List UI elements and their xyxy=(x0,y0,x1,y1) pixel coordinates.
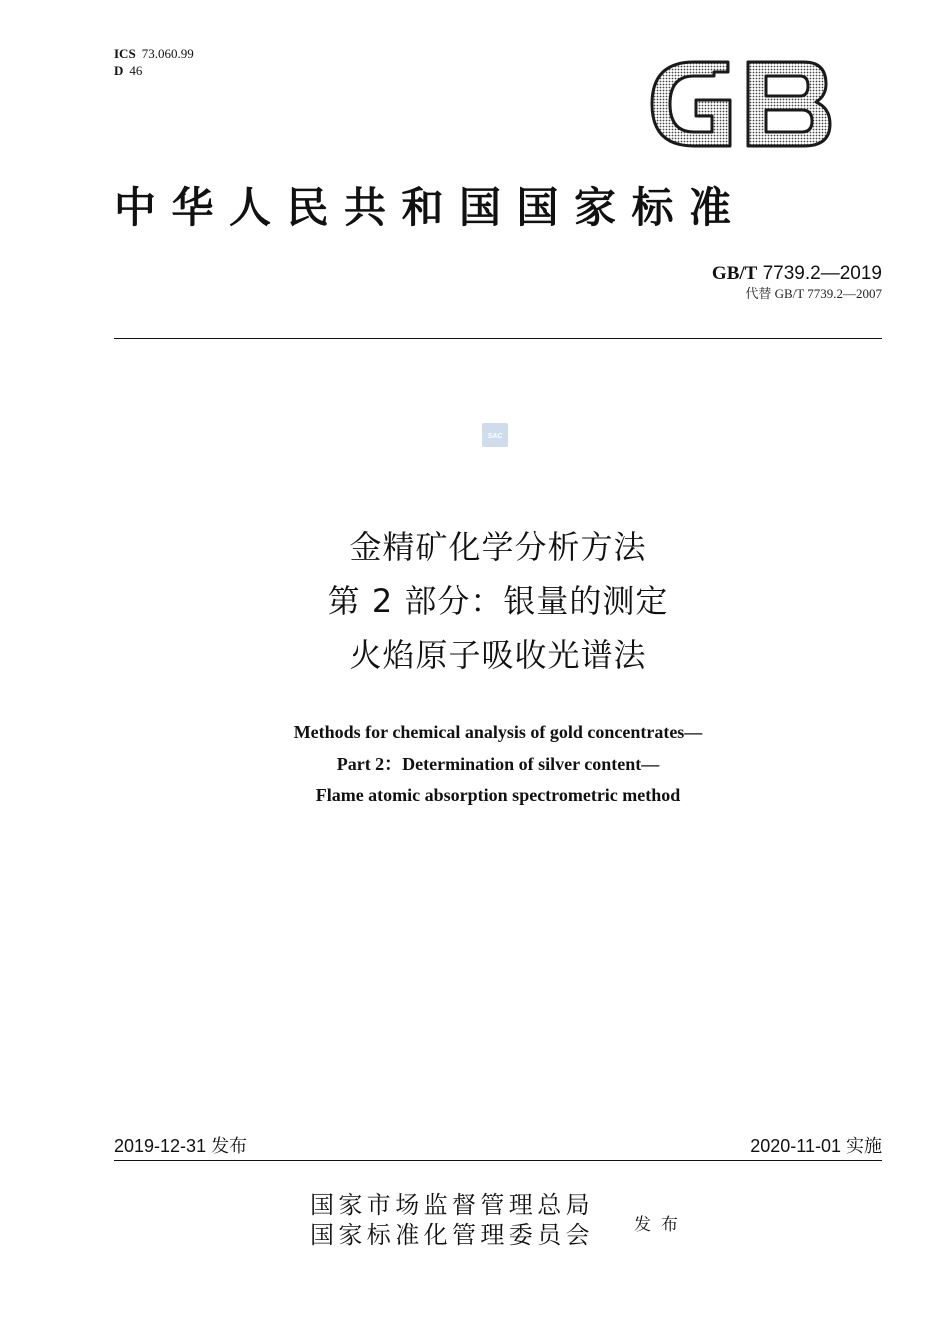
footer-divider xyxy=(114,1160,882,1161)
sac-watermark xyxy=(482,423,508,447)
ccs-label: D xyxy=(114,63,124,78)
header-divider xyxy=(114,338,882,339)
standard-code xyxy=(712,262,882,286)
ics-line xyxy=(114,45,194,62)
ics-code: 73.060.99 xyxy=(141,46,194,61)
gb-logo xyxy=(644,56,834,152)
issuing-organizations xyxy=(310,1190,594,1250)
issued-label: 发布 xyxy=(634,1215,688,1235)
replaces-standard: 代替 GB/T 7739.2—2007 xyxy=(745,286,882,301)
chinese-title xyxy=(0,520,950,682)
implementation-date: 2020-11-01 实施 xyxy=(750,1136,882,1156)
issuer-sac: 国家标准化管理委员会 xyxy=(310,1221,594,1249)
english-title-line2: Part 2：Determination of silver content— xyxy=(336,753,660,774)
chinese-title-line1: 金精矿化学分析方法 xyxy=(349,528,647,566)
issuer-samr: 国家市场监督管理总局 xyxy=(310,1191,594,1219)
ics-label: ICS xyxy=(114,46,136,61)
standard-code-block xyxy=(712,262,882,302)
national-standard-title: 中华人民共和国国家标准 xyxy=(114,183,747,232)
chinese-title-line3: 火焰原子吸收光谱法 xyxy=(349,636,647,674)
english-title xyxy=(0,717,950,812)
ccs-line xyxy=(114,62,194,79)
english-title-line1: Methods for chemical analysis of gold concentrates— xyxy=(293,722,703,742)
classification-codes xyxy=(114,45,194,79)
gb-logo-mark xyxy=(652,62,830,146)
chinese-title-line2: 第 2 部分：银量的测定 xyxy=(327,582,669,620)
standard-code-prefix: GB/T xyxy=(711,263,758,284)
standard-code-number: 7739.2—2019 xyxy=(762,263,882,284)
issue-date: 2019-12-31 发布 xyxy=(114,1136,248,1156)
english-title-line3: Flame atomic absorption spectrometric method xyxy=(315,785,681,805)
sac-watermark-text: SAC xyxy=(487,433,503,440)
ccs-code: 46 xyxy=(129,63,143,78)
